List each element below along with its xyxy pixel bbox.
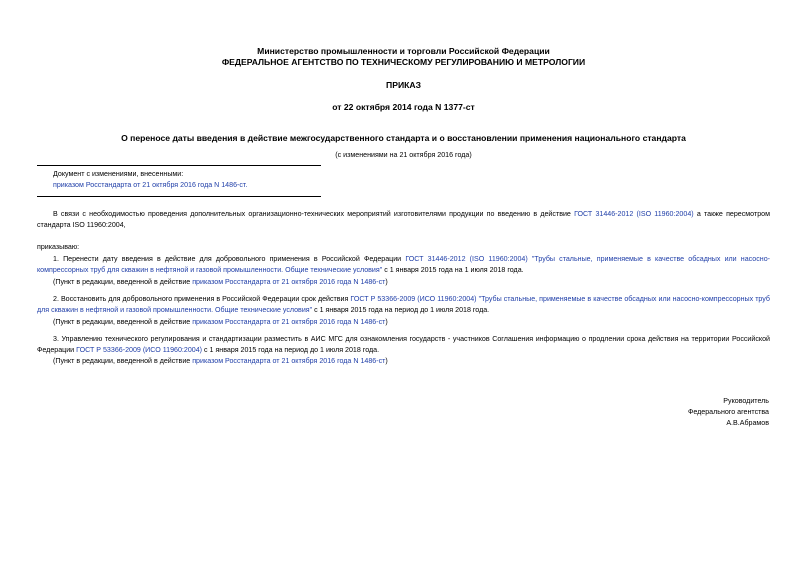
doc-type: ПРИКАЗ (386, 80, 421, 90)
changes-top-rule (37, 165, 321, 166)
item-1-note-link[interactable]: приказом Росстандарта от 21 октября 2016 года N 1486-ст (192, 278, 386, 286)
item-1-paragraph: 1. Перенести дату введения в действие для добровольного применения в Российской Федерации ГОСТ 31446-2012 (ISO 11960:2004) "Трубы стальные, применяемые в качестве обсадных или насосно-компрессорных труб для скважин в нефтяной и газовой промышленности. Общие технические условия" с 1 января 2015 года на 1 июля 2018 года. (37, 255, 770, 274)
item-1-note: (Пункт в редакции, введенной в действие приказом Росстандарта от 21 октября 2016 года N 1486-ст) (53, 278, 388, 286)
changes-label: Документ с изменениями, внесенными: (53, 170, 184, 178)
doc-date-number: от 22 октября 2014 года N 1377-ст (332, 102, 475, 112)
signature-name: А.В.Абрамов (726, 418, 769, 427)
signature-block (688, 396, 769, 428)
item-1-gost-link[interactable]: ГОСТ 31446-2012 (ISO 11960:2004) "Трубы стальные, применяемые в качестве обсадных или насосно-компрессорных труб для скважин в нефтяной и газовой промышленности. Общие технические условия" (37, 255, 770, 274)
signature-agency: Федерального агентства (687, 407, 769, 416)
item-2-note: (Пункт в редакции, введенной в действие приказом Росстандарта от 21 октября 2016 года N 1486-ст) (53, 318, 388, 326)
item-3-note-link[interactable]: приказом Росстандарта от 21 октября 2016 года N 1486-ст (192, 357, 386, 365)
changes-link[interactable]: приказом Росстандарта от 21 октября 2016 года N 1486-ст. (53, 181, 248, 189)
item-2-paragraph: 2. Восстановить для добровольного применения в Российской Федерации срок действия ГОСТ Р 53366-2009 (ИСО 11960:2004) "Трубы стальные, применяемые в качестве обсадных или насосно-компрессорных труб для скважин в нефтяной и газовой промышленности. Общие технические условия" с 1 января 2015 года на период до 1 июля 2018 года. (37, 295, 770, 314)
preamble-paragraph: В связи с необходимостью проведения дополнительных организационно-технических мероприятий изготовителями продукции по введению в действие ГОСТ 31446-2012 (ISO 11960:2004) а также пересмотром стандарта ISO 11960:2004, (37, 210, 770, 229)
item-3-paragraph: 3. Управлению технического регулирования и стандартизации разместить в АИС МГС для ознакомления государств - участников Соглашения информацию о продлении срока действия на территории Российской Федерации ГОСТ Р 53366-2009 (ИСО 11960:2004) с 1 января 2015 года на период до 1 июля 2018 года. (37, 335, 770, 354)
ministry-name: Министерство промышленности и торговли Российской Федерации (257, 46, 550, 56)
item-2-note-link[interactable]: приказом Росстандарта от 21 октября 2016 года N 1486-ст (192, 318, 386, 326)
amendments-note: (с изменениями на 21 октября 2016 года) (335, 151, 472, 159)
order-word: приказываю: (37, 243, 80, 251)
agency-name: ФЕДЕРАЛЬНОЕ АГЕНТСТВО ПО ТЕХНИЧЕСКОМУ РЕГУЛИРОВАНИЮ И МЕТРОЛОГИИ (221, 57, 586, 67)
item-2-gost-link[interactable]: ГОСТ Р 53366-2009 (ИСО 11960:2004) "Трубы стальные, применяемые в качестве обсадных или насосно-компрессорных труб для скважин в нефтяной и газовой промышленности. Общие технические условия" (37, 295, 770, 314)
item-3-gost-link[interactable]: ГОСТ Р 53366-2009 (ИСО 11960:2004) (76, 345, 203, 354)
doc-title: О переносе даты введения в действие межгосударственного стандарта и о восстановлении применения национального стандарта (121, 133, 686, 143)
preamble-gost-link[interactable]: ГОСТ 31446-2012 (ISO 11960:2004) (574, 210, 694, 218)
signature-title: Руководитель (723, 397, 769, 405)
item-3-note: (Пункт в редакции, введенной в действие приказом Росстандарта от 21 октября 2016 года N 1486-ст) (53, 357, 388, 365)
changes-bottom-rule (37, 196, 321, 197)
